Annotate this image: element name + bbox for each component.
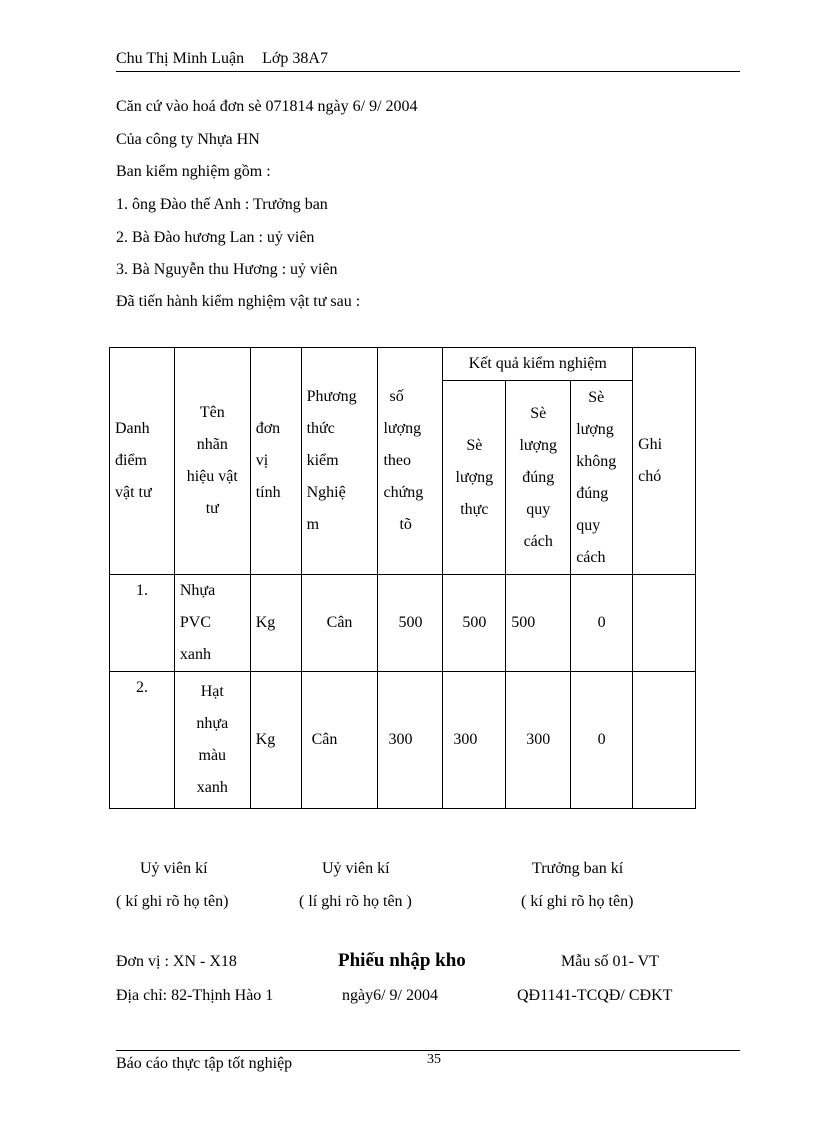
class-label: Lớp 38A7 bbox=[262, 50, 328, 67]
receipt-date: ngày6/ 9/ 2004 bbox=[342, 987, 438, 1004]
row-doc-quantity: 500 bbox=[378, 575, 443, 672]
header-actual-quantity: Sè lượng thực bbox=[443, 381, 506, 575]
committee-member-2: 2. Bà Đào hương Lan : uỷ viên bbox=[116, 229, 315, 246]
row-actual-quantity: 500 bbox=[443, 575, 506, 672]
row-conforming-quantity: 500 bbox=[506, 575, 571, 672]
signature-3-note: ( kí ghi rõ họ tên) bbox=[521, 893, 634, 910]
header-unit: đơn vị tính bbox=[250, 348, 301, 575]
invoice-reference-line: Căn cứ vào hoá đơn sè 071814 ngày 6/ 9/ 2004 bbox=[116, 98, 418, 115]
inspection-table bbox=[109, 347, 696, 809]
header-conforming-quantity: Sè lượng đúng quy cách bbox=[506, 381, 571, 575]
signature-2-note: ( lí ghi rõ họ tên ) bbox=[299, 893, 412, 910]
receipt-address: Địa chỉ: 82-Thịnh Hào 1 bbox=[116, 987, 274, 1004]
header-note: Ghi chó bbox=[633, 348, 696, 575]
signature-3-title: Trưởng ban kí bbox=[532, 860, 624, 877]
table-row bbox=[110, 575, 696, 672]
row-item-name: Nhựa PVC xanh bbox=[174, 575, 250, 672]
row-note bbox=[633, 672, 696, 809]
committee-member-3: 3. Bà Nguyễn thu Hương : uỷ viên bbox=[116, 261, 338, 278]
header-method: Phương thức kiểm Nghiệ m bbox=[301, 348, 378, 575]
header-rule bbox=[116, 71, 740, 72]
company-line: Của công ty Nhựa HN bbox=[116, 131, 260, 148]
footer-rule bbox=[116, 1050, 740, 1051]
receipt-title: Phiếu nhập kho bbox=[338, 950, 466, 971]
receipt-unit: Đơn vị : XN - X18 bbox=[116, 953, 237, 970]
row-unit: Kg bbox=[250, 672, 301, 809]
page-header bbox=[116, 50, 328, 68]
row-nonconforming-quantity: 0 bbox=[571, 672, 633, 809]
committee-heading: Ban kiểm nghiệm gồm : bbox=[116, 163, 271, 180]
table-row bbox=[110, 672, 696, 809]
row-note bbox=[633, 575, 696, 672]
row-conforming-quantity: 300 bbox=[506, 672, 571, 809]
row-unit: Kg bbox=[250, 575, 301, 672]
committee-member-1: 1. ông Đào thế Anh : Trưởng ban bbox=[116, 196, 328, 213]
header-result-group: Kết quả kiểm nghiệm bbox=[443, 348, 633, 381]
header-nonconforming-quantity: Sè lượng không đúng quy cách bbox=[571, 381, 633, 575]
author-name: Chu Thị Minh Luận bbox=[116, 50, 245, 67]
receipt-form-number: Mẫu số 01- VT bbox=[561, 953, 659, 970]
row-number: 2. bbox=[110, 672, 175, 809]
inspection-intro: Đã tiến hành kiểm nghiệm vật tư sau : bbox=[116, 293, 361, 310]
table-header-row bbox=[110, 348, 696, 381]
signature-2-title: Uỷ viên kí bbox=[322, 860, 390, 877]
row-method: Cân bbox=[301, 575, 378, 672]
receipt-decision: QĐ1141-TCQĐ/ CĐKT bbox=[517, 987, 673, 1004]
row-number: 1. bbox=[110, 575, 175, 672]
row-nonconforming-quantity: 0 bbox=[571, 575, 633, 672]
header-doc-quantity: số lượng theo chứng tõ bbox=[378, 348, 443, 575]
signature-1-title: Uỷ viên kí bbox=[140, 860, 208, 877]
header-item-code: Danh điểm vật tư bbox=[110, 348, 175, 575]
header-item-name: Tên nhãn hiệu vật tư bbox=[174, 348, 250, 575]
signature-1-note: ( kí ghi rõ họ tên) bbox=[116, 893, 229, 910]
page-number: 35 bbox=[427, 1052, 441, 1067]
row-actual-quantity: 300 bbox=[443, 672, 506, 809]
row-doc-quantity: 300 bbox=[378, 672, 443, 809]
footer-text: Báo cáo thực tập tốt nghiệp bbox=[116, 1055, 293, 1072]
row-method: Cân bbox=[301, 672, 378, 809]
row-item-name: Hạt nhựa màu xanh bbox=[174, 672, 250, 809]
